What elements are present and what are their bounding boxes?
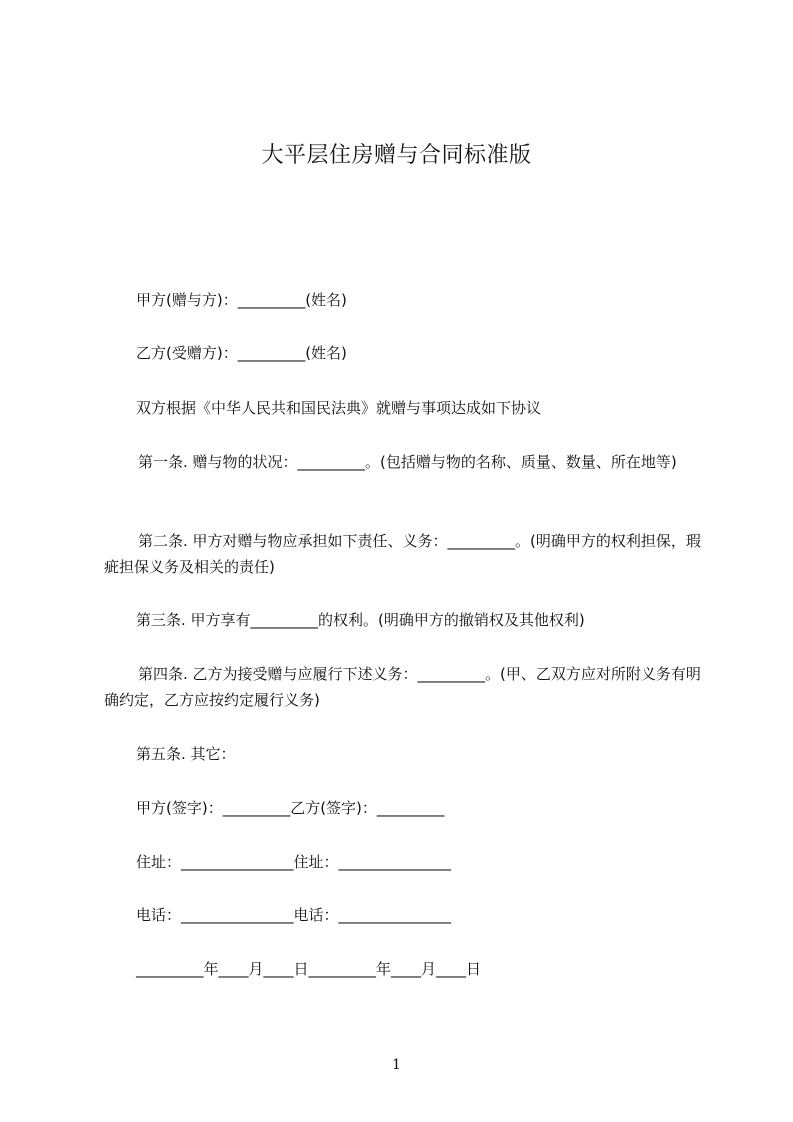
phone-line: 电话：_______________电话：_______________: [136, 906, 452, 924]
document-title: 大平层住房赠与合同标准版: [261, 143, 532, 168]
article-5: 第五条. 其它：: [136, 745, 236, 763]
signature-line: 甲方(签字)：_________乙方(签字)：_________: [136, 799, 445, 817]
page-number: 1: [392, 1057, 401, 1073]
date-line: _________年____月____日_________年____月____日: [136, 960, 482, 978]
article-2: 第二条. 甲方对赠与物应承担如下责任、义务：_________。(明确甲方的权利担保，瑕疵担保义务及相关的责任): [104, 532, 701, 576]
party-b-line: 乙方(受赠方)：_________(姓名): [136, 344, 347, 362]
article-1: 第一条. 赠与物的状况：_________。(包括赠与物的名称、质量、数量、所在地等): [138, 453, 677, 471]
article-4: 第四条. 乙方为接受赠与应履行下述义务：_________。(甲、乙双方应对所附义务有明确约定，乙方应按约定履行义务): [104, 665, 701, 709]
party-a-line: 甲方(赠与方)：_________(姓名): [136, 291, 347, 309]
article-3: 第三条. 甲方享有_________的权利。(明确甲方的撤销权及其他权利): [136, 611, 585, 629]
agreement-intro: 双方根据《中华人民共和国民法典》就赠与事项达成如下协议: [136, 399, 542, 417]
address-line: 住址：_______________住址：_______________: [136, 853, 452, 871]
